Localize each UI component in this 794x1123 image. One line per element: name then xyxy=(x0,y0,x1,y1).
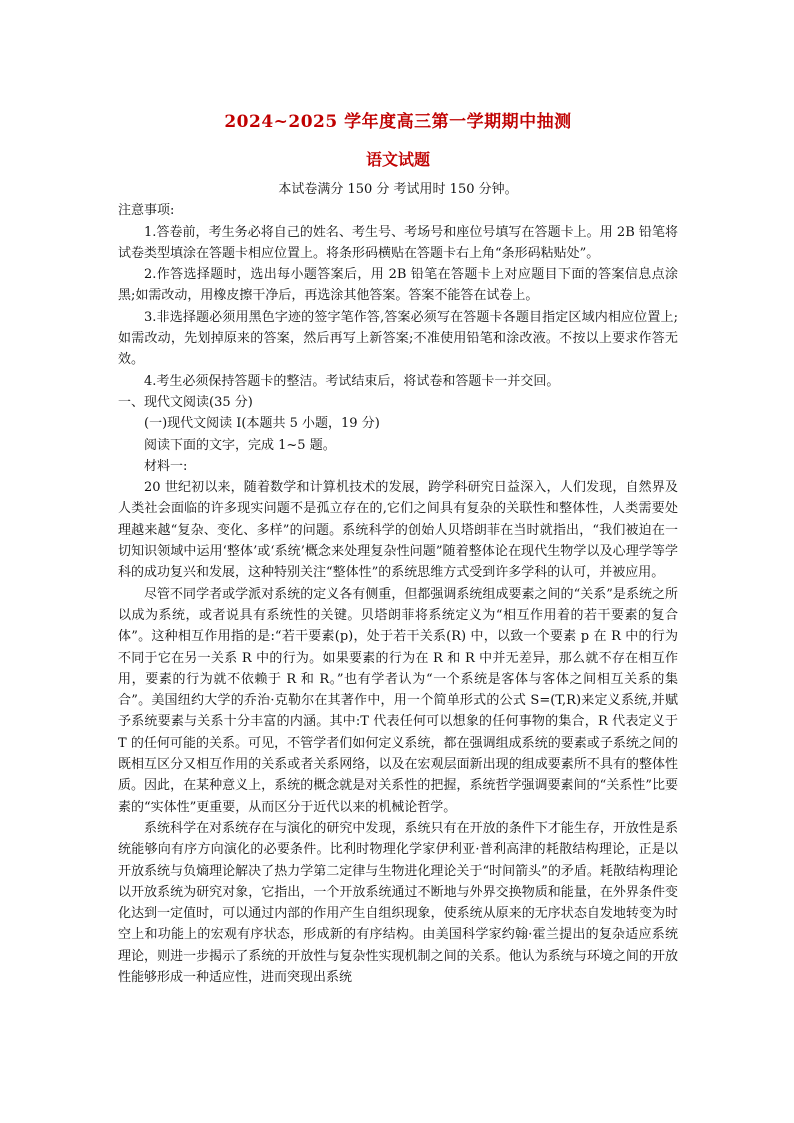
note-item: 4.考生必须保持答题卡的整洁。考试结束后，将试卷和答题卡一并交回。 xyxy=(144,373,560,389)
instruction-text: 阅读下面的文字，完成 1~5 题。 xyxy=(144,437,336,453)
body-paragraph: 尽管不同学者或学派对系统的定义各有侧重，但都强调系统组成要素之间的“关系”是系统之所以成为系统，或者说具有系统性的关键。贝塔朗菲将系统定义为“相互作用着的若干要素的复合体”。这种相互作用指的是:“若干要素(p)，处于若干关系(R) 中，以致一个要素 p 在 R 中的行为不同于它在另一关系 R 中的行为。如果要素的行为在 R 和 R 中并无差异，那么就不存在相互作用，要素的行为就不依赖于 R 和 R。”也有学者认为“一个系统是客体与客体之间相互关系的集合”。美国纽约大学的乔治·克勒尔在其著作中，用一个简单形式的公式 S=(T,R)来定义系统,并赋予系统要素与关系十分丰富的内涵。其中:T 代表任何可以想象的任何事物的集合，R 代表定义于 T 的任何可能的关系。可见，不管学者们如何定义系统，都在强调组成系统的要素或子系统之间的既相互区分又相互作用的关系或者关系网络，以及在宏观层面新出现的组成要素所不具有的整体性质。因此，在某种意义上，系统的概念就是对关系性的把握，系统哲学强调要素间的“关系性”比要素的“实体性”更重要，从而区分于近代以来的机械论哲学。 xyxy=(118,586,678,815)
exam-subtitle: 语文试题 xyxy=(365,150,430,169)
note-item: 1.答卷前，考生务必将自己的姓名、考生号、考场号和座位号填写在答题卡上。用 2B 铅笔将试卷类型填涂在答题卡相应位置上。将条形码横贴在答题卡右上角“条形码粘贴处”。 xyxy=(118,224,678,261)
body-paragraph: 20 世纪初以来，随着数学和计算机技术的发展，跨学科研究日益深入，人们发现，自然界及人类社会面临的许多现实问题不是孤立存在的,它们之间具有复杂的关联性和整体性，人类需要处理越来越“复杂、变化、多样”的问题。系统科学的创始人贝塔朗菲在当时就指出，“我们被迫在一切知识领域中运用‘整体’或‘系统’概念来处理复杂性问题”随着整体论在现代生物学以及心理学等学科的成功复兴和发展，这种特别关注“整体性”的系统思维方式受到许多学科的认可，并被应用。 xyxy=(118,480,678,581)
material-label: 材料一: xyxy=(144,458,188,474)
subsection-heading: (一)现代文阅读 I(本题共 5 小题，19 分) xyxy=(144,416,380,432)
document-body xyxy=(118,179,678,988)
exam-info: 本试卷满分 150 分 考试用时 150 分钟。 xyxy=(278,182,518,197)
note-item: 2.作答选择题时，选出每小题答案后，用 2B 铅笔在答题卡上对应题目下面的答案信息点涂黑;如需改动，用橡皮擦干净后，再选涂其他答案。答案不能答在试卷上。 xyxy=(118,267,678,304)
exam-title: 2024~2025 学年度高三第一学期期中抽测 xyxy=(224,112,572,132)
note-item: 3.非选择题必须用黑色字迹的签字笔作答,答案必须写在答题卡各题目指定区域内相应位置上;如需改动，先划掉原来的答案，然后再写上新答案;不准使用铅笔和涂改液。不按以上要求作答无效。 xyxy=(118,309,678,368)
notes-title: 注意事项: xyxy=(118,203,175,219)
body-paragraph: 系统科学在对系统存在与演化的研究中发现，系统只有在开放的条件下才能生存，开放性是系统能够向有序方向演化的必要条件。比利时物理化学家伊利亚·普利高津的耗散结构理论，正是以开放系统与负熵理论解决了热力学第二定律与生物进化理论关于“时间箭头”的矛盾。耗散结构理论以开放系统为研究对象，它指出，一个开放系统通过不断地与外界交换物质和能量，在外界条件变化达到一定值时，可以通过内部的作用产生自组织现象，使系统从原来的无序状态自发地转变为时空上和功能上的宏观有序状态，形成新的有序结构。由美国科学家约翰·霍兰提出的复杂适应系统理论，则进一步揭示了系统的开放性与复杂性实现机制之间的关系。他认为系统与环境之间的开放性能够形成一种适应性，进而突现出系统 xyxy=(118,820,678,985)
section-heading: 一、现代文阅读(35 分) xyxy=(118,394,253,410)
